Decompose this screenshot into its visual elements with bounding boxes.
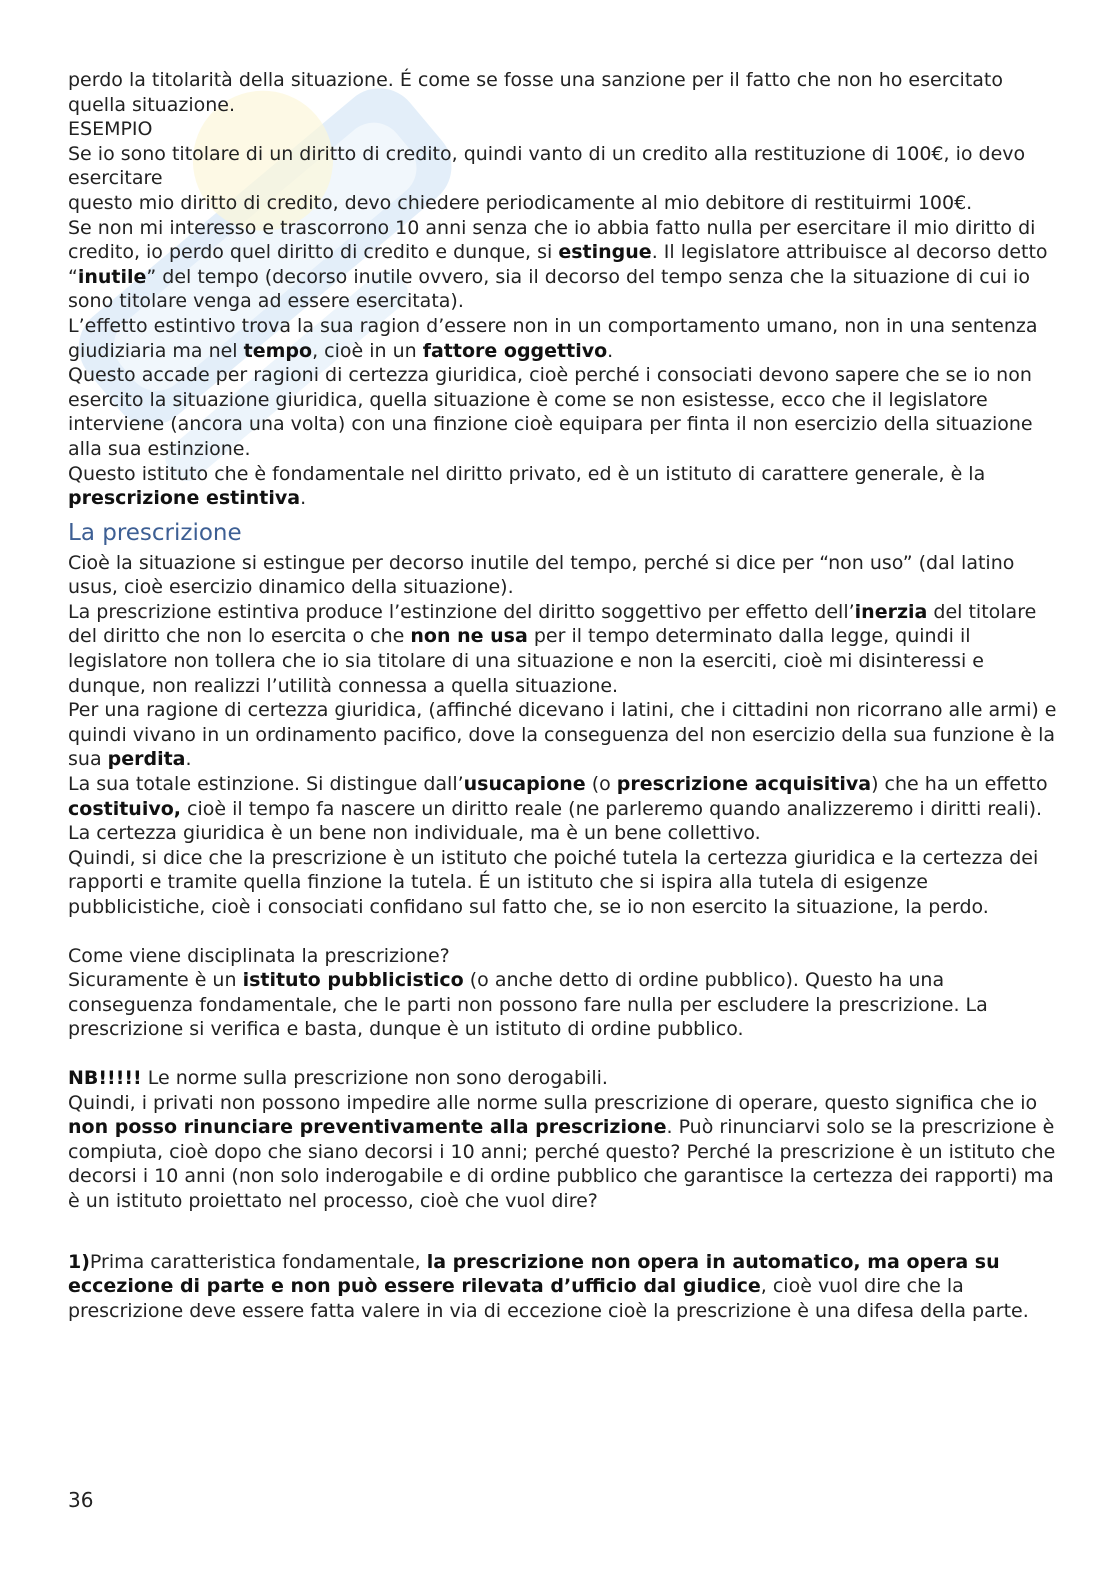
paragraph: Se io sono titolare di un diritto di credito, quindi vanto di un credito alla restituzione di 100€, io devo esercitare bbox=[68, 142, 1026, 190]
paragraph: perdo la titolarità della situazione. É come se fosse una sanzione per il fatto che non ho esercitato quella situazione. bbox=[68, 69, 1003, 116]
paragraph: La certezza giuridica è un bene non individuale, ma è un bene collettivo. bbox=[68, 822, 761, 845]
section-heading: La prescrizione bbox=[68, 519, 242, 546]
paragraph: Quindi, si dice che la prescrizione è un istituto che poiché tutela la certezza giuridica e la certezza dei rapporti e tramite quella finzione la tutela. É un istituto che si ispira alla tutela di esigenze pubblicistiche, cioè i consociati confidano sul fatto che, se io non esercito la situazione, la perdo. bbox=[68, 846, 1039, 918]
paragraph: questo mio diritto di credito, devo chiedere periodicamente al mio debitore di restituirmi 100€. bbox=[68, 191, 973, 214]
paragraph: La sua totale estinzione. Si distingue dall’usucapione (o prescrizione acquisitiva) che ha un effetto costituivo, cioè il tempo fa nascere un diritto reale (ne parleremo quando analizzeremo i diritti reali). bbox=[68, 773, 1048, 820]
list-item: 1)Prima caratteristica fondamentale, la prescrizione non opera in automatico, ma opera su eccezione di parte e non può essere rilevata d’ufficio dal giudice, cioè vuol dire che la prescrizione deve essere fatta valere in via di eccezione cioè la prescrizione è una difesa della parte. bbox=[68, 1250, 1029, 1322]
document-body bbox=[68, 68, 1058, 1323]
page-number: 36 bbox=[68, 1488, 94, 1512]
paragraph: L’effetto estintivo trova la sua ragion d’essere non in un comportamento umano, non in una sentenza giudiziaria ma nel tempo, cioè in un fattore oggettivo. bbox=[68, 314, 1038, 362]
paragraph: Quindi, i privati non possono impedire alle norme sulla prescrizione di operare, questo significa che io non posso rinunciare preventivamente alla prescrizione. Può rinunciarvi solo se la prescrizione è compiuta, cioè dopo che siano decorsi i 10 anni; perché questo? Perché la prescrizione è un istituto che decorsi i 10 anni (non solo inderogabile e di ordine pubblico che garantisce la certezza dei rapporti) ma è un istituto proiettato nel processo, cioè che vuol dire? bbox=[68, 1091, 1056, 1212]
paragraph: Questo istituto che è fondamentale nel diritto privato, ed è un istituto di carattere generale, è la prescrizione estintiva. bbox=[68, 462, 986, 510]
paragraph: Questo accade per ragioni di certezza giuridica, cioè perché i consociati devono sapere che se io non esercito la situazione giuridica, quella situazione è come se non esistesse, ecco che il legislatore interviene (ancora una volta) con una finzione cioè equipara per finta il non esercizio della situazione alla sua estinzione. bbox=[68, 364, 1033, 460]
question: Come viene disciplinata la prescrizione? bbox=[68, 944, 450, 967]
paragraph: Cioè la situazione si estingue per decorso inutile del tempo, perché si dice per “non uso” (dal latino usus, cioè esercizio dinamico della situazione). bbox=[68, 551, 1015, 599]
paragraph: Sicuramente è un istituto pubblicistico (o anche detto di ordine pubblico). Questo ha una conseguenza fondamentale, che le parti non possono fare nulla per escludere la prescrizione. La prescrizione si verifica e basta, dunque è un istituto di ordine pubblico. bbox=[68, 969, 988, 1041]
example-label: ESEMPIO bbox=[68, 118, 153, 141]
paragraph: Se non mi interesso e trascorrono 10 anni senza che io abbia fatto nulla per esercitare il mio diritto di credito, io perdo quel diritto di credito e dunque, si estingue. Il legislatore attribuisce al decorso detto “inutile” del tempo (decorso inutile ovvero, sia il decorso del tempo senza che la situazione di cui io sono titolare venga ad essere esercitata). bbox=[68, 216, 1048, 313]
paragraph: La prescrizione estintiva produce l’estinzione del diritto soggettivo per effetto dell’inerzia del titolare del diritto che non lo esercita o che non ne usa per il tempo determinato dalla legge, quindi il legislatore non tollera che io sia titolare di una situazione e non la eserciti, cioè mi disinteressi e dunque, non realizzi l’utilità connessa a quella situazione. bbox=[68, 600, 1037, 697]
paragraph: Per una ragione di certezza giuridica, (affinché dicevano i latini, che i cittadini non ricorrano alle armi) e quindi vivano in un ordinamento pacifico, dove la conseguenza del non esercizio della sua funzione è la sua perdita. bbox=[68, 699, 1057, 771]
note: NB!!!!! Le norme sulla prescrizione non sono derogabili. bbox=[68, 1066, 608, 1089]
